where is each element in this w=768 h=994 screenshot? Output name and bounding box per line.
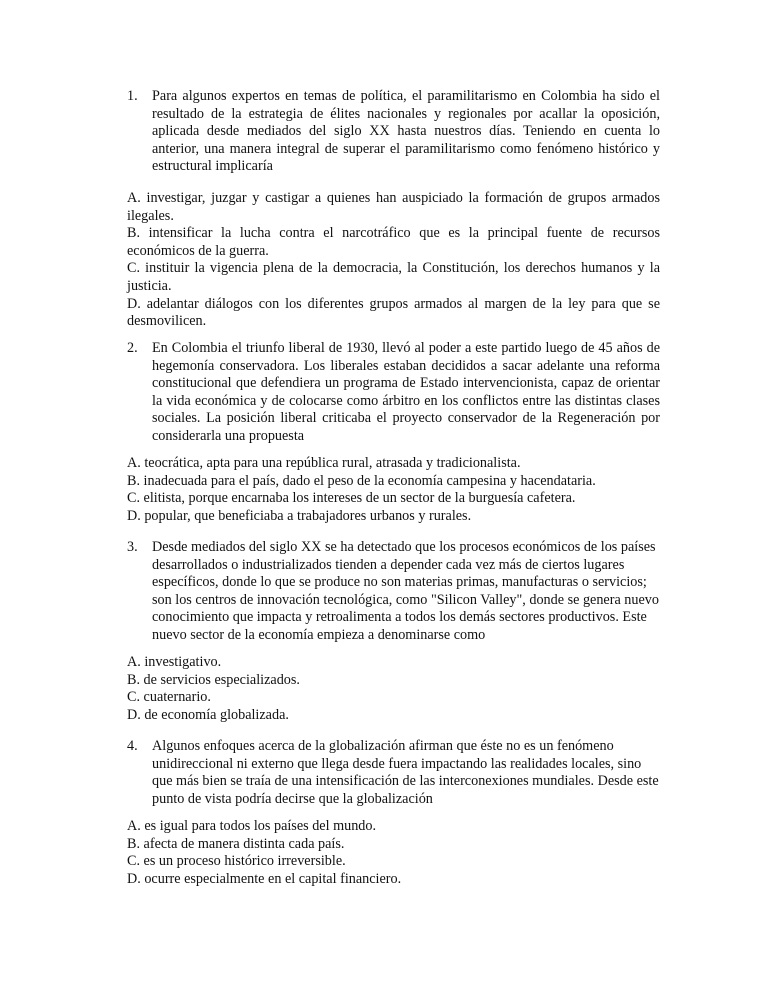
option-d: D. ocurre especialmente en el capital financiero. [127, 870, 402, 887]
option-b: B. afecta de manera distinta cada país. [127, 835, 345, 852]
option-b: B. intensificar la lucha contra el narcotráfico que es la principal fuente de recursos económicos de la guerra. [127, 225, 660, 259]
option-a: A. es igual para todos los países del mundo. [127, 818, 377, 834]
question-3 [127, 539, 660, 645]
options-1 [127, 190, 660, 331]
question-number: 1. [127, 88, 138, 104]
option-d: D. adelantar diálogos con los diferentes grupos armados al margen de la ley para que se desmovilicen. [127, 295, 660, 330]
question-number: 4. [127, 738, 138, 754]
option-a: A. teocrática, apta para una república rural, atrasada y tradicionalista. [127, 455, 521, 471]
option-d: D. de economía globalizada. [127, 706, 289, 723]
question-2 [127, 340, 660, 446]
question-stem: En Colombia el triunfo liberal de 1930, llevó al poder a este partido luego de 45 años de hegemonía conservadora. Los liberales estaban decididos a sacar adelante una reforma constitucional que defendiera un programa de Estado intervencionista, capaz de orientar la vida económica y de colocarse como árbitro en los conflictos entre las distintas clases sociales. La posición liberal criticaba el proyecto conservador de la Regeneración por considerarla una propuesta [152, 340, 660, 444]
question-stem: Para algunos expertos en temas de política, el paramilitarismo en Colombia ha sido el resultado de la estrategia de élites nacionales y regionales por acallar la oposición, aplicada desde mediados del siglo XX hasta nuestros días. Teniendo en cuenta lo anterior, una manera integral de superar el paramilitarismo como fenómeno histórico y estructural implicaría [152, 88, 660, 175]
option-a: A. investigar, juzgar y castigar a quienes han auspiciado la formación de grupos armados ilegales. [127, 190, 660, 224]
options-4 [127, 818, 660, 888]
question-number: 3. [127, 539, 138, 555]
options-2 [127, 455, 660, 525]
option-a: A. investigativo. [127, 654, 222, 670]
question-4 [127, 738, 660, 808]
option-c: C. es un proceso histórico irreversible. [127, 853, 346, 870]
option-d: D. popular, que beneficiaba a trabajadores urbanos y rurales. [127, 507, 472, 524]
option-c: C. instituir la vigencia plena de la democracia, la Constitución, los derechos humanos y la justicia. [127, 260, 660, 294]
question-1 [127, 88, 660, 176]
question-number: 2. [127, 340, 138, 356]
option-b: B. inadecuada para el país, dado el peso de la economía campesina y hacendataria. [127, 472, 596, 489]
option-c: C. cuaternario. [127, 689, 211, 706]
option-c: C. elitista, porque encarnaba los intereses de un sector de la burguesía cafetera. [127, 490, 576, 507]
question-stem: Desde mediados del siglo XX se ha detectado que los procesos económicos de los países desarrollados o industrializados tienden a depender cada vez más de ciertos lugares específicos, donde lo que se produce no son materias primas, manufacturas o servicios; son los centros de innovación tecnológica, como "Silicon Valley", donde se genera nuevo conocimiento que impacta y retroalimenta a todos los demás sectores productivos. Este nuevo sector de la economía empieza a denominarse como [152, 539, 659, 643]
option-b: B. de servicios especializados. [127, 671, 300, 688]
question-stem: Algunos enfoques acerca de la globalización afirman que éste no es un fenómeno unidireccional ni externo que llega desde fuera impactando las realidades locales, sino que más bien se traía de una intensificación de las interconexiones mundiales. Desde este punto de vista podría decirse que la globalización [152, 738, 659, 807]
options-3 [127, 654, 660, 724]
